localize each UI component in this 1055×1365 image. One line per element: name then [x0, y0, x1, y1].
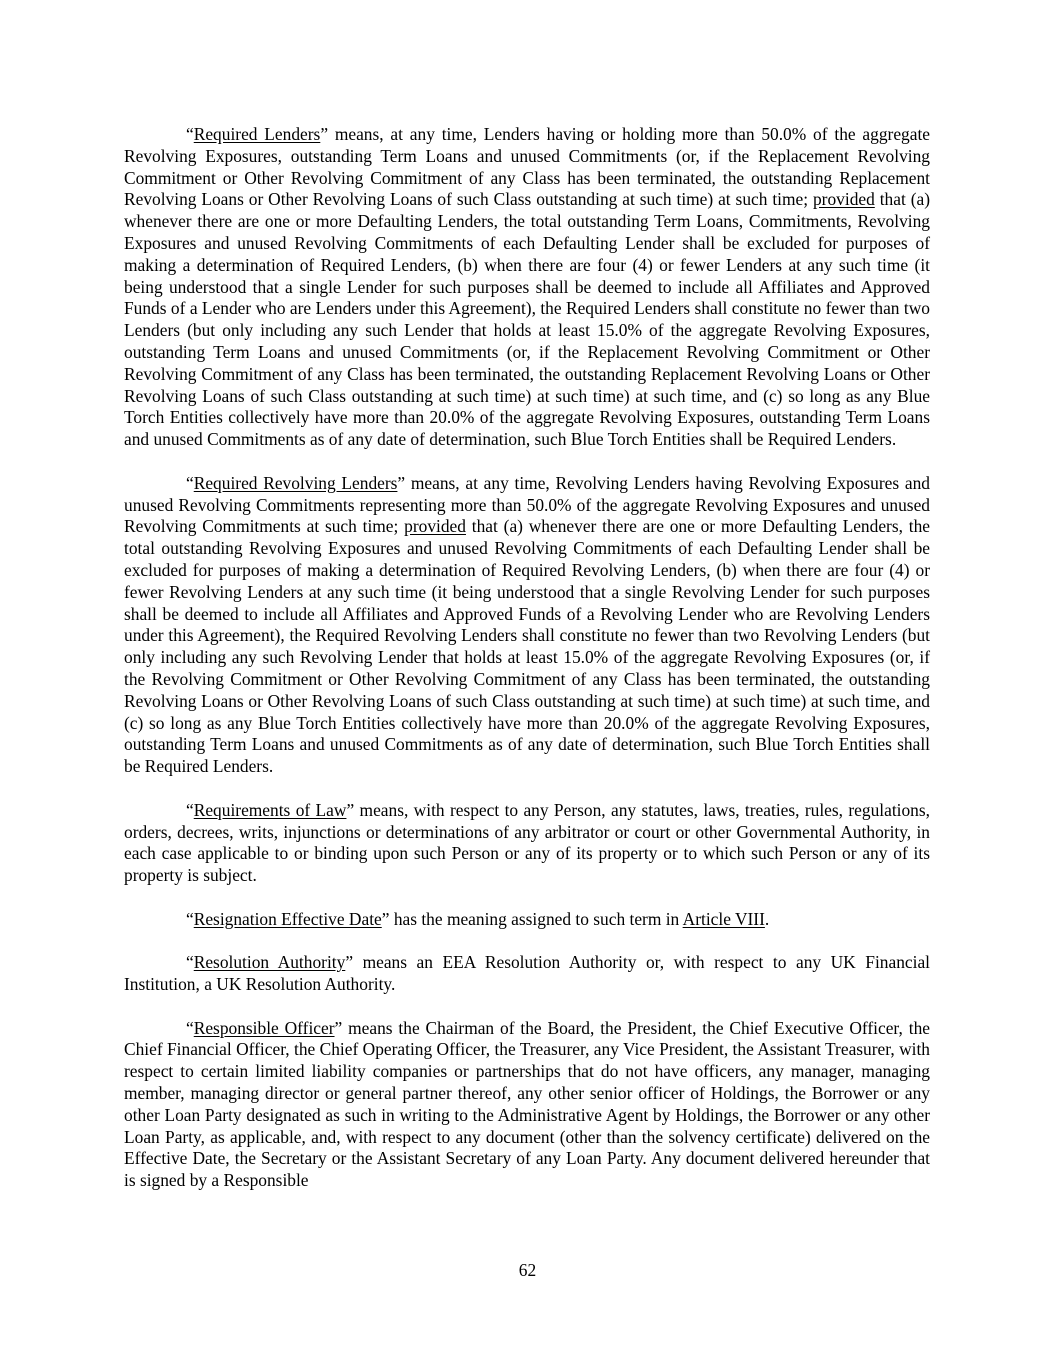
definition-text: ” means an EEA Resolution Authority or, with respect to any UK Financial Institution, a UK Resolution Authority.	[124, 952, 930, 995]
definition-paragraph: “Resignation Effective Date” has the meaning assigned to such term in Article VIII.	[186, 908, 770, 929]
underlined-text: provided	[404, 516, 466, 537]
definition-text: that (a) whenever there are one or more Defaulting Lenders, the total outstanding Term Loans, Commitments, Revolving Exposures and unused Revolving Commitments of each Defaulting Lender shall be excluded for purposes of making a determination of Required Lenders, (b) when there are four (4) or fewer Lenders at any such time (it being understood that a single Lender for such purposes shall be deemed to include all Affiliates and Approved Funds of a Lender who are Lenders under this Agreement), the Required Lenders shall constitute no fewer than two Lenders (but only including any such Lender that holds at least 15.0% of the aggregate Revolving Exposures, outstanding Term Loans and unused Commitments (or, if the Replacement Revolving Commitment or Other Revolving Commitment of any Class has been terminated, the outstanding Replacement Revolving Loans or Other Revolving Loans of such Class outstanding at such time) at such time) at such time, and (c) so long as any Blue Torch Entities collectively have more than 20.0% of the aggregate Revolving Exposures, outstanding Term Loans and unused Commitments as of any date of determination, such Blue Torch Entities shall be Required Lenders.	[124, 189, 931, 450]
definition-paragraph: “Responsible Officer” means the Chairman of the Board, the President, the Chief Executive Officer, the Chief Financial Officer, the Chief Operating Officer, the Treasurer, any Vice President, the Assistant Treasurer, with respect to certain limited liability companies or partnerships that do not have officers, any manager, managing member, managing director or general partner thereof, any other senior officer of Holdings, the Borrower or any other Loan Party designated as such in writing to the Administrative Agent by Holdings, the Borrower or any other Loan Party, as applicable, and, with respect to any document (other than the solvency certificate) delivered on the Effective Date, the Secretary or the Assistant Secretary of any Loan Party. Any document delivered hereunder that is signed by a Responsible	[124, 1017, 930, 1191]
definition-paragraph: “Requirements of Law” means, with respect to any Person, any statutes, laws, treaties, rules, regulations, orders, decrees, writs, injunctions or determinations of any arbitrator or court or other Governmental Authority, in each case applicable to or binding upon such Person or any of its property or to which such Person or any of its property is subject.	[124, 799, 930, 886]
definition-text: .	[764, 908, 770, 929]
cross-reference: Article VIII	[682, 908, 765, 929]
definition-paragraph: “Required Revolving Lenders” means, at any time, Revolving Lenders having Revolving Exposures and unused Revolving Commitments representing more than 50.0% of the aggregate Revolving Exposures and unused Revolving Commitments at such time; provided that (a) whenever there are one or more Defaulting Lenders, the total outstanding Revolving Exposures and unused Revolving Commitments of each Defaulting Lender shall be excluded for purposes of making a determination of Required Revolving Lenders, (b) when there are four (4) or fewer Revolving Lenders at any such time (it being understood that a single Revolving Lender for such purposes shall be deemed to include all Affiliates and Approved Funds of a Revolving Lender who are Revolving Lenders under this Agreement), the Required Revolving Lenders shall constitute no fewer than two Revolving Lenders (but only including any such Revolving Lender that holds at least 15.0% of the aggregate Revolving Exposures (or, if the Revolving Commitment or Other Revolving Commitment of any Class has been terminated, the outstanding Revolving Loans or Other Revolving Loans of such Class outstanding at such time) at such time) at such time, and (c) so long as any Blue Torch Entities collectively have more than 20.0% of the aggregate Revolving Exposures, outstanding Term Loans and unused Commitments as of any date of determination, such Blue Torch Entities shall be Required Lenders.	[124, 472, 930, 777]
defined-term: Required Lenders	[193, 124, 321, 144]
definition-text: ” means, at any time, Revolving Lenders having Revolving Exposures and unused Revolving Commitments representing more than 50.0% of the aggregate Revolving Exposures and unused Revolving Commitments at such time;	[124, 472, 930, 537]
definition-text: ” means, at any time, Lenders having or holding more than 50.0% of the aggregate Revolving Exposures, outstanding Term Loans and unused Commitments (or, if the Replacement Revolving Commitment or Other Revolving Commitment of any Class has been terminated, the outstanding Replacement Revolving Loans or Other Revolving Loans of such Class outstanding at such time) at such time;	[124, 124, 931, 210]
definition-paragraph: “Required Lenders” means, at any time, Lenders having or holding more than 50.0% of the aggregate Revolving Exposures, outstanding Term Loans and unused Commitments (or, if the Replacement Revolving Commitment or Other Revolving Commitment of any Class has been terminated, the outstanding Replacement Revolving Loans or Other Revolving Loans of such Class outstanding at such time) at such time; provided that (a) whenever there are one or more Defaulting Lenders, the total outstanding Term Loans, Commitments, Revolving Exposures and unused Revolving Commitments of each Defaulting Lender shall be excluded for purposes of making a determination of Required Lenders, (b) when there are four (4) or fewer Lenders at any such time (it being understood that a single Lender for such purposes shall be deemed to include all Affiliates and Approved Funds of a Lender who are Lenders under this Agreement), the Required Lenders shall constitute no fewer than two Lenders (but only including any such Lender that holds at least 15.0% of the aggregate Revolving Exposures, outstanding Term Loans and unused Commitments (or, if the Replacement Revolving Commitment or Other Revolving Commitment of any Class has been terminated, the outstanding Replacement Revolving Loans or Other Revolving Loans of such Class outstanding at such time) at such time) at such time, and (c) so long as any Blue Torch Entities collectively have more than 20.0% of the aggregate Revolving Exposures, outstanding Term Loans and unused Commitments as of any date of determination, such Blue Torch Entities shall be Required Lenders.	[124, 124, 931, 450]
page-number: 62	[518, 1260, 537, 1280]
definition-text: ” means, with respect to any Person, any statutes, laws, treaties, rules, regulations, orders, decrees, writs, injunctions or determinations of any arbitrator or court or other Governmental Authority, in each case applicable to or binding upon such Person or any of its property or to which such Person or any of its property is subject.	[124, 799, 930, 886]
document-page	[124, 124, 930, 1214]
definition-text: ” means the Chairman of the Board, the President, the Chief Executive Officer, the Chief Financial Officer, the Chief Operating Officer, the Treasurer, any Vice President, the Assistant Treasurer, with respect to certain limited liability companies or partnerships that do not have officers, any manager, managing member, managing director or general partner thereof, any other senior officer of Holdings, the Borrower or any other Loan Party designated as such in writing to the Administrative Agent by Holdings, the Borrower or any other Loan Party, as applicable, and, with respect to any document (other than the solvency certificate) delivered on the Effective Date, the Secretary or the Assistant Secretary of any Loan Party. Any document delivered hereunder that is signed by a Responsible	[124, 1017, 930, 1191]
defined-term: Required Revolving Lenders	[193, 472, 398, 493]
defined-term: Resolution Authority	[193, 952, 346, 973]
underlined-text: provided	[812, 189, 875, 210]
definition-text: ” has the meaning assigned to such term in	[381, 908, 683, 929]
defined-term: Requirements of Law	[193, 799, 347, 820]
defined-term: Responsible Officer	[193, 1017, 335, 1038]
defined-term: Resignation Effective Date	[193, 908, 382, 929]
definition-text: that (a) whenever there are one or more Defaulting Lenders, the total outstanding Revolving Exposures and unused Revolving Commitments of each Defaulting Lender shall be excluded for purposes of making a determination of Required Revolving Lenders, (b) when there are four (4) or fewer Revolving Lenders at any such time (it being understood that a single Revolving Lender for such purposes shall be deemed to include all Affiliates and Approved Funds of a Revolving Lender who are Revolving Lenders under this Agreement), the Required Revolving Lenders shall constitute no fewer than two Revolving Lenders (but only including any such Revolving Lender that holds at least 15.0% of the aggregate Revolving Exposures (or, if the Revolving Commitment or Other Revolving Commitment of any Class has been terminated, the outstanding Revolving Loans or Other Revolving Loans of such Class outstanding at such time) at such time) at such time, and (c) so long as any Blue Torch Entities collectively have more than 20.0% of the aggregate Revolving Exposures, outstanding Term Loans and unused Commitments as of any date of determination, such Blue Torch Entities shall be Required Lenders.	[124, 516, 930, 777]
definition-paragraph: “Resolution Authority” means an EEA Resolution Authority or, with respect to any UK Financial Institution, a UK Resolution Authority.	[124, 952, 930, 995]
